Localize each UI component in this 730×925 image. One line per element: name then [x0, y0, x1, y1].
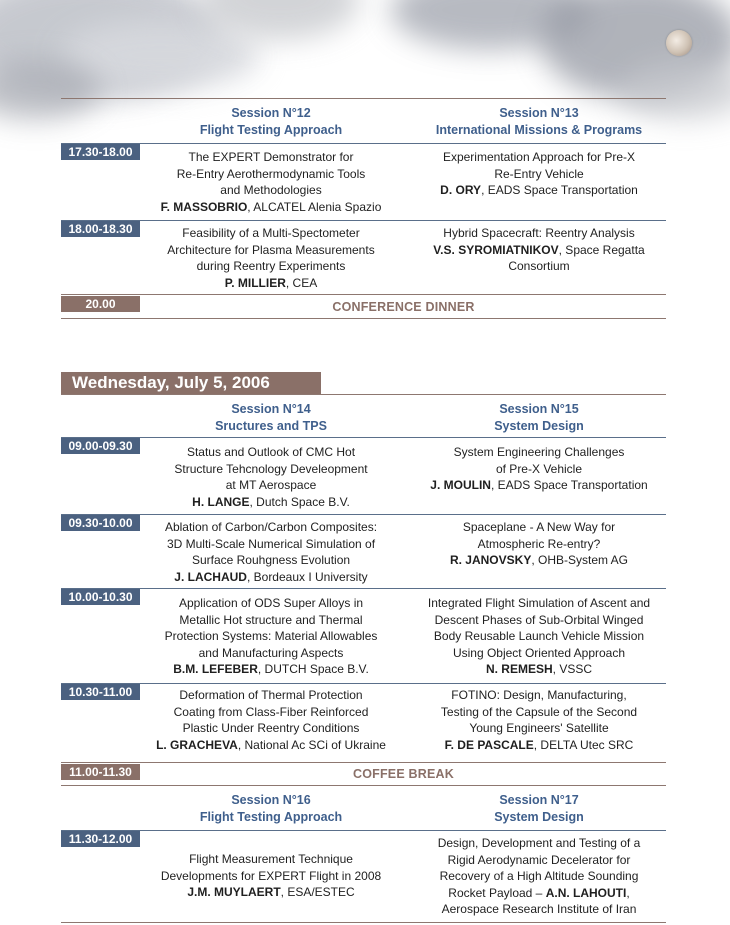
talk-title: and Methodologies	[220, 183, 322, 197]
talk-title: Testing of the Capsule of the Second	[440, 704, 638, 719]
affiliation: , ESA/ESTEC	[280, 885, 355, 899]
session-topic: International Missions & Programs	[435, 123, 643, 137]
talk-title: Atmospheric Re-entry?	[477, 536, 601, 551]
talk-title: Developments for EXPERT Flight in 2008	[160, 868, 382, 883]
session-number: Session N°12	[231, 106, 311, 120]
talk-entry	[141, 225, 401, 291]
affiliation: ,	[626, 885, 630, 900]
talk-title: Flight Measurement Technique	[189, 852, 353, 866]
session-topic: System Design	[494, 419, 584, 433]
talk-entry	[141, 444, 401, 510]
talk-entry	[141, 519, 401, 585]
talk-entry	[410, 835, 668, 918]
session-heading	[410, 105, 668, 139]
affiliation: , OHB-System AG	[531, 553, 629, 567]
talk-title: Design, Development and Testing of a	[437, 836, 641, 850]
talk-title: 3D Multi-Scale Numerical Simulation of	[166, 536, 376, 551]
time-slot: 10.30-11.00	[61, 684, 140, 700]
affiliation: , CEA	[285, 275, 318, 290]
affiliation: , Bordeaux I University	[246, 569, 368, 584]
talk-title: Re-Entry Vehicle	[494, 166, 584, 181]
talk-title: Rigid Aerodynamic Decelerator for	[447, 852, 631, 867]
talk-entry	[141, 687, 401, 753]
globe-icon	[666, 30, 692, 56]
affiliation: , ALCATEL Alenia Spazio	[247, 199, 382, 214]
author-name: J. MOULIN	[430, 478, 491, 492]
talk-entry	[410, 225, 668, 275]
talk-entry	[141, 595, 401, 678]
talk-title: Protection Systems: Material Allowables	[164, 629, 378, 643]
talk-title: during Reentry Experiments	[196, 259, 346, 273]
author-name: B.M. LEFEBER	[173, 662, 258, 676]
affiliation: , VSSC	[552, 662, 593, 676]
affiliation: Aerospace Research Institute of Iran	[441, 902, 637, 916]
talk-title: Status and Outlook of CMC Hot	[186, 445, 356, 459]
time-slot: 10.00-10.30	[61, 589, 140, 605]
talk-title: Structure Tehcnology Develeopment	[174, 461, 368, 476]
talk-title: Feasibility of a Multi-Spectometer	[182, 226, 360, 240]
talk-title: Deformation of Thermal Protection	[179, 688, 363, 702]
divider	[61, 143, 666, 144]
talk-title: Experimentation Approach for Pre-X	[442, 150, 636, 164]
talk-title: Young Engineers' Satellite	[469, 721, 609, 735]
author-name: F. DE PASCALE	[444, 737, 534, 752]
talk-entry	[141, 149, 401, 215]
affiliation: , EADS Space Transportation	[481, 183, 638, 197]
divider	[61, 683, 666, 684]
talk-entry	[410, 519, 668, 569]
talk-title: Recovery of a High Altitude Sounding	[439, 869, 639, 883]
session-topic: Sructures and TPS	[215, 419, 327, 433]
author-name: P. MILLIER	[224, 275, 286, 290]
affiliation: Consortium	[508, 259, 570, 273]
talk-title: Spaceplane - A New Way for	[462, 520, 616, 534]
talk-title: at MT Aerospace	[225, 478, 317, 492]
talk-title: and Manufacturing Aspects	[198, 645, 344, 660]
session-number: Session N°13	[499, 106, 579, 120]
time-slot: 11.30-12.00	[61, 831, 140, 847]
divider	[61, 394, 666, 395]
affiliation: , Space Regatta	[558, 242, 645, 257]
session-heading	[141, 401, 401, 435]
time-slot: 20.00	[61, 296, 140, 312]
divider	[61, 98, 666, 99]
divider	[61, 922, 666, 923]
session-number: Session N°16	[231, 793, 311, 807]
talk-title: Architecture for Plasma Measurements	[167, 242, 375, 257]
time-slot: 18.00-18.30	[61, 221, 140, 237]
talk-title: Application of ODS Super Alloys in	[178, 596, 364, 610]
author-name: R. JANOVSKY	[449, 553, 532, 567]
talk-title: Re-Entry Aerothermodynamic Tools	[176, 166, 366, 181]
time-slot: 17.30-18.00	[61, 144, 140, 160]
affiliation: , Dutch Space B.V.	[249, 494, 350, 509]
time-slot: 09.30-10.00	[61, 515, 140, 531]
affiliation: , DUTCH Space B.V.	[257, 662, 369, 676]
talk-title: Rocket Payload –	[448, 885, 546, 900]
author-name: F. MASSOBRIO	[160, 199, 248, 214]
session-topic: Flight Testing Approach	[199, 123, 343, 137]
talk-title: FOTINO: Design, Manufacturing,	[451, 688, 627, 702]
talk-entry	[410, 687, 668, 753]
affiliation: , EADS Space Transportation	[490, 478, 648, 492]
talk-title: of Pre-X Vehicle	[495, 461, 583, 476]
time-slot: 09.00-09.30	[61, 438, 140, 454]
session-heading	[141, 792, 401, 826]
divider	[61, 437, 666, 438]
divider	[61, 318, 666, 319]
divider	[61, 294, 666, 295]
talk-title: Hybrid Spacecraft: Reentry Analysis	[443, 226, 635, 240]
talk-title: System Engineering Challenges	[453, 445, 625, 459]
session-heading	[410, 792, 668, 826]
divider	[61, 588, 666, 589]
session-number: Session N°15	[499, 402, 579, 416]
talk-title: Surface Rouhgness Evolution	[191, 553, 351, 567]
session-number: Session N°14	[231, 402, 311, 416]
session-number: Session N°17	[499, 793, 579, 807]
author-name: N. REMESH	[485, 662, 553, 676]
talk-title: Body Reusable Launch Vehicle Mission	[433, 629, 645, 643]
author-name: H. LANGE	[192, 494, 250, 509]
session-topic: System Design	[494, 810, 584, 824]
author-name: L. GRACHEVA	[156, 737, 238, 752]
author-name: D. ORY	[440, 183, 482, 197]
talk-title: Ablation of Carbon/Carbon Composites:	[164, 520, 378, 534]
author-name: J. LACHAUD	[174, 569, 247, 584]
affiliation: , DELTA Utec SRC	[533, 737, 634, 752]
talk-entry	[410, 444, 668, 494]
divider	[61, 762, 666, 763]
talk-title: Integrated Flight Simulation of Ascent and	[427, 596, 651, 610]
author-name: A.N. LAHOUTI	[545, 885, 627, 900]
author-name: J.M. MUYLAERT	[187, 885, 281, 899]
divider	[61, 830, 666, 831]
talk-entry	[410, 149, 668, 199]
talk-title: Descent Phases of Sub-Orbital Winged	[434, 612, 644, 627]
talk-entry	[410, 595, 668, 678]
divider	[61, 514, 666, 515]
talk-entry	[141, 851, 401, 901]
talk-title: Using Object Oriented Approach	[452, 645, 626, 660]
affiliation: , National Ac SCi of Ukraine	[237, 737, 386, 752]
talk-title: Plastic Under Reentry Conditions	[182, 721, 360, 735]
talk-title: Coating from Class-Fiber Reinforced	[173, 704, 369, 719]
talk-title: Metallic Hot structure and Thermal	[179, 612, 363, 627]
talk-title: The EXPERT Demonstrator for	[188, 150, 354, 164]
day-heading: Wednesday, July 5, 2006	[61, 372, 321, 394]
divider	[61, 785, 666, 786]
session-heading	[410, 401, 668, 435]
session-heading	[141, 105, 401, 139]
author-name: V.S. SYROMIATNIKOV	[433, 242, 559, 257]
event-label: CONFERENCE DINNER	[332, 300, 475, 314]
time-slot: 11.00-11.30	[61, 764, 140, 780]
divider	[61, 220, 666, 221]
session-topic: Flight Testing Approach	[199, 810, 343, 824]
event-label: COFFEE BREAK	[352, 767, 454, 781]
